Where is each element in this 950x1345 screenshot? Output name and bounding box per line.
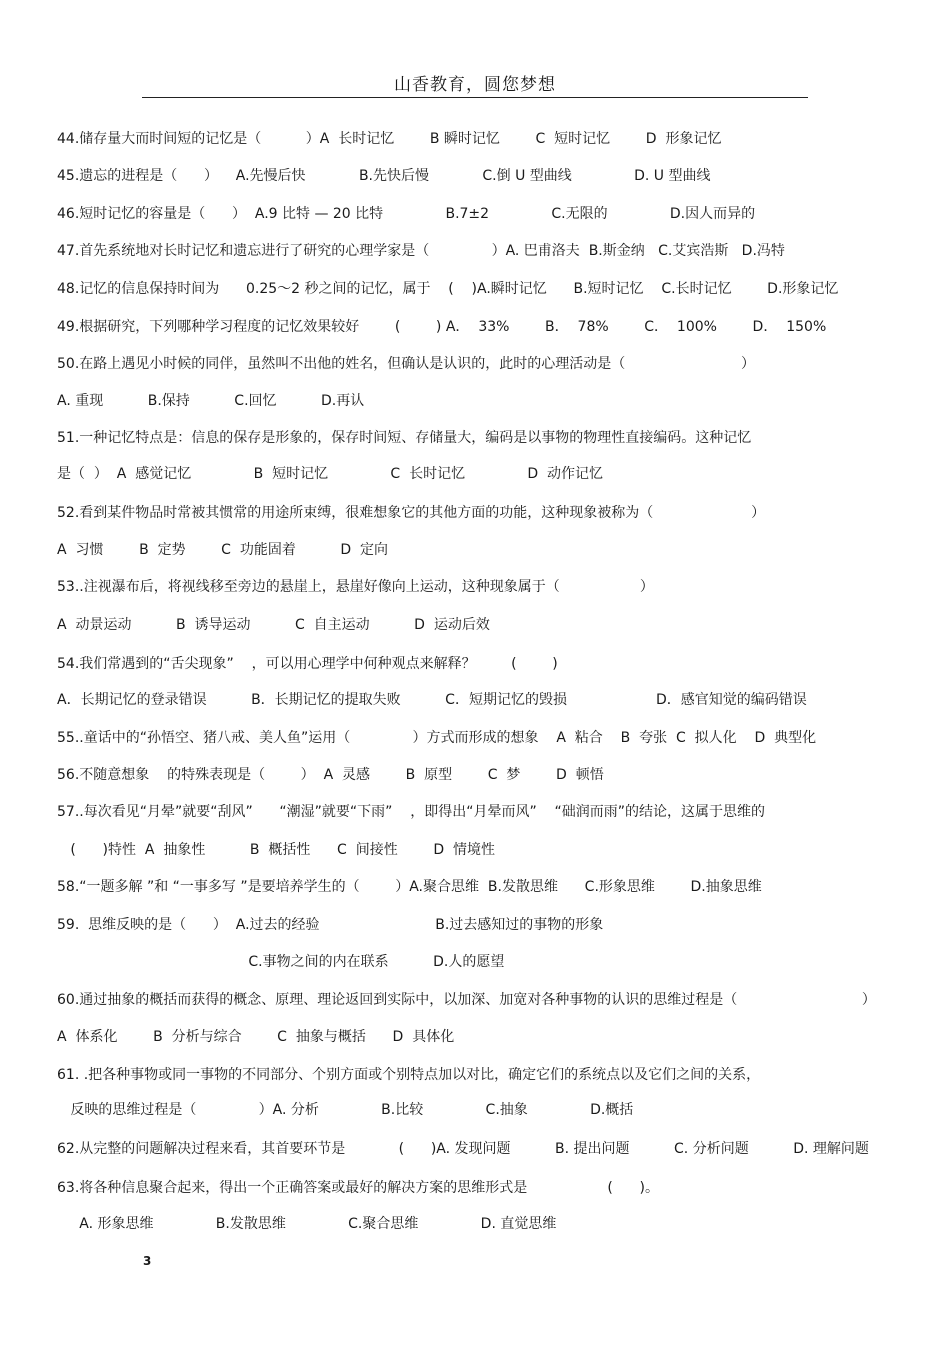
question-text-line: 53..注视瀑布后，将视线移至旁边的悬崖上，悬崖好像向上运动，这种现象属于（ ） bbox=[57, 579, 654, 595]
question-text-line: 51.一种记忆特点是：信息的保存是形象的，保存时间短、存储量大，编码是以事物的物理性直接编码。这种记忆 bbox=[57, 430, 752, 446]
question-text-line: 50.在路上遇见小时候的同伴，虽然叫不出他的姓名，但确认是认识的，此时的心理活动是（ ） bbox=[57, 356, 755, 372]
question-text-line: 55..童话中的“孙悟空、猪八戒、美人鱼”运用（ ）方式而形成的想象 A 粘合 B 夸张 C 拟人化 D 典型化 bbox=[57, 730, 817, 746]
page-header-title: 山香教育，圆您梦想 bbox=[394, 75, 556, 95]
question-text-line: A 习惯 B 定势 C 功能固着 D 定向 bbox=[57, 542, 389, 558]
question-text-line: 54.我们常遇到的“舌尖现象” ，可以用心理学中何种观点来解释？ ( ) bbox=[57, 656, 558, 672]
question-text-line: 57..每次看见“月晕”就要“刮风” “潮湿”就要“下雨” ，即得出“月晕而风” “础润而雨”的结论，这属于思维的 bbox=[57, 804, 766, 820]
question-text-line: 45.遗忘的进程是（ ） A.先慢后快 B.先快后慢 C.倒 U 型曲线 D. U 型曲线 bbox=[57, 168, 711, 184]
question-text-line: 47.首先系统地对长时记忆和遗忘进行了研究的心理学家是（ ）A. 巴甫洛夫 B.斯金纳 C.艾宾浩斯 D.冯特 bbox=[57, 243, 785, 259]
question-text-line: A 体系化 B 分析与综合 C 抽象与概括 D 具体化 bbox=[57, 1029, 455, 1045]
question-text-line: 60.通过抽象的概括而获得的概念、原理、理论返回到实际中，以加深、加宽对各种事物的认识的思维过程是（ ） bbox=[57, 992, 876, 1008]
question-text-line: A 动景运动 B 诱导运动 C 自主运动 D 运动后效 bbox=[57, 617, 490, 633]
header-divider bbox=[142, 97, 808, 98]
question-text-line: A．长期记忆的登录错误 B．长期记忆的提取失败 C．短期记忆的毁损 D．感官知觉的编码错误 bbox=[57, 692, 807, 708]
question-text-line: 58.“一题多解 ”和 “一事多写 ”是要培养学生的（ ）A.聚合思维 B.发散思维 C.形象思维 D.抽象思维 bbox=[57, 879, 762, 895]
question-text-line: 61. .把各种事物或同一事物的不同部分、个别方面或个别特点加以对比，确定它们的系统点以及它们之间的关系， bbox=[57, 1067, 761, 1083]
question-text-line: C.事物之间的内在联系 D.人的愿望 bbox=[57, 954, 505, 970]
question-text-line: 46.短时记忆的容量是（ ） A.9 比特 — 20 比特 B.7±2 C.无限的 D.因人而异的 bbox=[57, 206, 756, 222]
question-text-line: 59. 思维反映的是（ ） A.过去的经验 B.过去感知过的事物的形象 bbox=[57, 917, 604, 933]
question-text-line: 56.不随意想象 的特殊表现是（ ） A 灵感 B 原型 C 梦 D 顿悟 bbox=[57, 767, 604, 783]
page-number: 3 bbox=[143, 1254, 152, 1268]
question-text-line: 48.记忆的信息保持时间为 0.25～2 秒之间的记忆，属于 ( )A.瞬时记忆 B.短时记忆 C.长时记忆 D.形象记忆 bbox=[57, 281, 839, 297]
question-text-line: ( )特性 A 抽象性 B 概括性 C 间接性 D 情境性 bbox=[57, 842, 496, 858]
question-text-line: 63.将各种信息聚合起来，得出一个正确答案或最好的解决方案的思维形式是 ( )。 bbox=[57, 1180, 659, 1196]
question-text-line: A. 重现 B.保持 C.回忆 D.再认 bbox=[57, 393, 365, 409]
question-text-line: 44.储存量大而时间短的记忆是（ ）A 长时记忆 B 瞬时记忆 C 短时记忆 D 形象记忆 bbox=[57, 131, 722, 147]
question-text-line: 是（ ） A 感觉记忆 B 短时记忆 C 长时记忆 D 动作记忆 bbox=[57, 466, 604, 482]
question-text-line: 62.从完整的问题解决过程来看，其首要环节是 ( )A. 发现问题 B. 提出问题 C. 分析问题 D. 理解问题 bbox=[57, 1141, 869, 1157]
question-text-line: 49.根据研究，下列哪种学习程度的记忆效果较好 ( ) A． 33% B． 78% C． 100% D． 150% bbox=[57, 319, 827, 335]
question-text-line: A. 形象思维 B.发散思维 C.聚合思维 D. 直觉思维 bbox=[57, 1216, 557, 1232]
question-text-line: 反映的思维过程是（ ）A. 分析 B.比较 C.抽象 D.概括 bbox=[57, 1102, 634, 1118]
question-text-line: 52.看到某件物品时常被其惯常的用途所束缚，很难想象它的其他方面的功能，这种现象被称为（ ） bbox=[57, 505, 766, 521]
